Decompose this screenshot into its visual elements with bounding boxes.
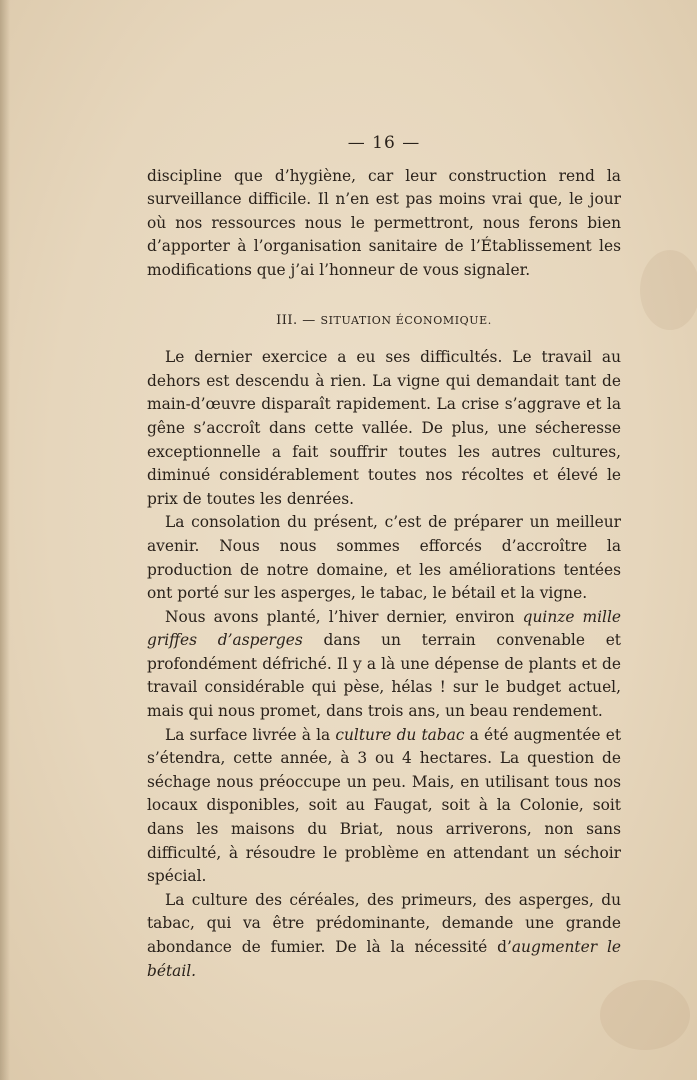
paragraph-livestock xyxy=(147,889,621,983)
paragraph-text: La surface livrée à la xyxy=(165,725,336,744)
italic-emphasis: culture du tabac xyxy=(335,725,465,744)
paragraph-text: dans un terrain convenable et profondément défriché. Il y a là une dépense de plants et de travail considérable qui pèse, hélas ! sur le budget actuel, mais qui nous promet, dans trois ans, un beau rendement. xyxy=(147,631,621,721)
page-binding-edge xyxy=(0,0,10,1080)
paragraph-text: Nous avons planté, l’hiver dernier, environ xyxy=(165,607,523,626)
paragraph-tobacco xyxy=(147,724,621,889)
section-dash: — xyxy=(302,312,316,328)
page-number: — 16 — xyxy=(347,133,421,153)
paragraph-text: a été augmentée et s’étendra, cette année, à 3 ou 4 hectares. La question de séchage nous préoccupe un peu. Mais, en utilisant tous nos locaux disponibles, soit au Faugat, soit à la Colonie, soit dans les maisons du Briat, nous arriverons, non sans difficulté, à résoudre le problème en attendant un séchoir spécial. xyxy=(147,725,622,886)
paragraph-economic-difficulties: Le dernier exercice a eu ses difficultés. Le travail au dehors est descendu à rien. La vigne qui demandait tant de main-d’œuvre disparaît rapidement. La crise s’aggrave et la gêne s’accroît dans cette vallée. De plus, une sécheresse exceptionnelle a fait souffrir toutes les autres cultures, diminué considérablement toutes nos récoltes et élevé le prix de toutes les denrées. xyxy=(147,348,621,508)
paragraph-continuation: discipline que d’hygiène, car leur construction rend la surveillance difficile. Il n’en est pas moins vrai que, le jour où nos ressources nous le permettront, nous ferons bien d’apporter à l’organisation sanitaire de l’Établissement les modifications que j’ai l’honneur de vous signaler. xyxy=(147,166,621,279)
paragraph-text: La culture des céréales, des primeurs, des asperges, du tabac, qui va être prédominante, demande une grande abondance de fumier. De là la nécessité d’ xyxy=(147,890,621,956)
text-column xyxy=(147,132,621,983)
paragraph-consolation: La consolation du présent, c’est de préparer un meilleur avenir. Nous nous sommes efforcés d’accroître la production de notre domaine, et les améliorations tentées ont porté sur les asperges, le tabac, le bétail et la vigne. xyxy=(147,513,621,603)
paragraph-asparagus xyxy=(147,606,621,724)
section-numeral: III. xyxy=(276,312,298,328)
paper-stain xyxy=(640,250,697,330)
paper-stain xyxy=(600,980,690,1050)
italic-emphasis: augmenter le bétail. xyxy=(147,938,621,980)
section-title: SITUATION ÉCONOMIQUE. xyxy=(320,313,492,327)
section-heading xyxy=(147,309,621,333)
italic-emphasis: quinze mille griffes d’asperges xyxy=(147,607,621,650)
